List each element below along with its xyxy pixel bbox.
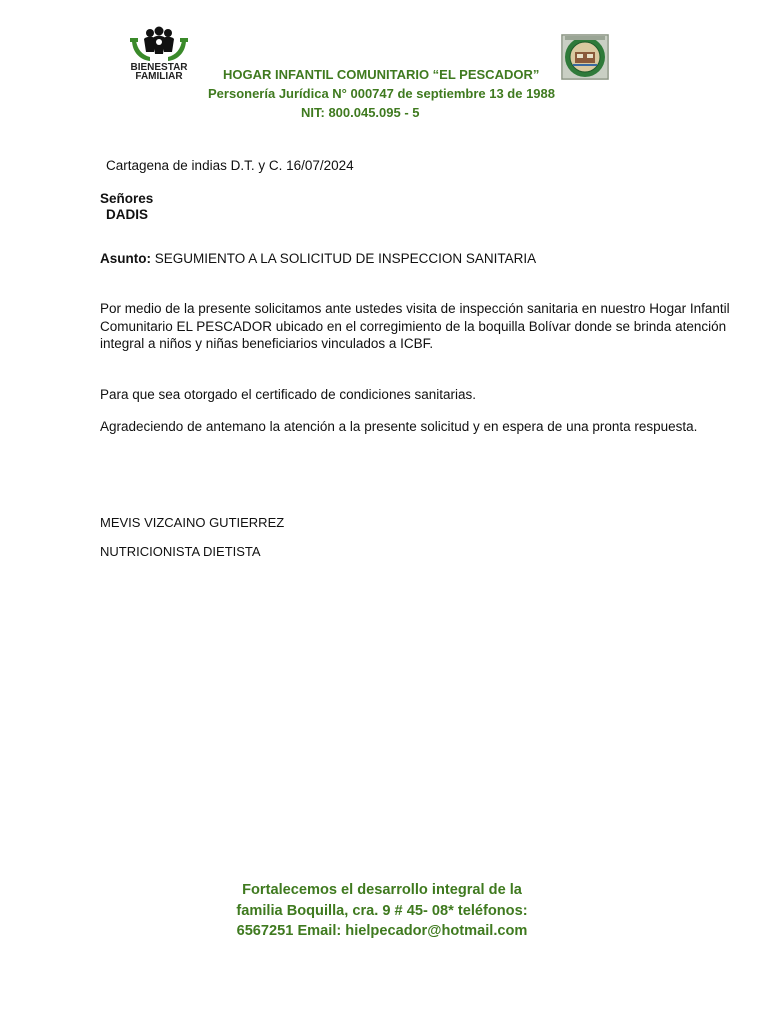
subject-label: Asunto: bbox=[100, 251, 151, 266]
logo-text-familiar: FAMILIAR bbox=[135, 71, 183, 82]
salutation: Señores bbox=[100, 191, 154, 206]
footer-line: familia Boquilla, cra. 9 # 45- 08* teléfonos: bbox=[236, 902, 528, 919]
logo-text-bienestar: BIENESTAR bbox=[130, 62, 188, 73]
nit-number: NIT: 800.045.095 - 5 bbox=[301, 105, 420, 120]
subject-text: SEGUMIENTO A LA SOLICITUD DE INSPECCION SANITARIA bbox=[154, 251, 537, 266]
el-pescador-seal bbox=[561, 34, 609, 80]
seal-icon bbox=[561, 34, 609, 80]
personeria-juridica: Personería Jurídica N° 000747 de septiembre 13 de 1988 bbox=[208, 86, 556, 101]
bienestar-familiar-logo bbox=[126, 26, 192, 82]
body-paragraph-1 bbox=[100, 300, 750, 353]
institution-title: HOGAR INFANTIL COMUNITARIO “EL PESCADOR” bbox=[223, 67, 540, 82]
body-paragraph-2: Para que sea otorgado el certificado de condiciones sanitarias. bbox=[100, 387, 476, 402]
body-line: integral a niños y niñas beneficiarios vinculados a ICBF. bbox=[100, 336, 434, 351]
signer-title: NUTRICIONISTA DIETISTA bbox=[100, 544, 261, 559]
footer-contact bbox=[160, 880, 604, 942]
subject-line bbox=[100, 250, 536, 268]
recipient: DADIS bbox=[106, 207, 149, 222]
place-date: Cartagena de indias D.T. y C. 16/07/2024 bbox=[106, 158, 354, 173]
body-line: Por medio de la presente solicitamos ante ustedes visita de inspección sanitaria en nuestro Hogar Infantil bbox=[100, 301, 730, 316]
footer-line: Fortalecemos el desarrollo integral de la bbox=[242, 882, 522, 898]
footer-line: 6567251 Email: hielpecador@hotmail.com bbox=[236, 923, 528, 939]
family-hands-icon bbox=[126, 26, 192, 62]
signer-name: MEVIS VIZCAINO GUTIERREZ bbox=[100, 515, 285, 530]
body-line: Comunitario EL PESCADOR ubicado en el corregimiento de la boquilla Bolívar donde se brinda atención bbox=[100, 318, 727, 334]
body-paragraph-3: Agradeciendo de antemano la atención a la presente solicitud y en espera de una pronta respuesta. bbox=[100, 419, 698, 434]
